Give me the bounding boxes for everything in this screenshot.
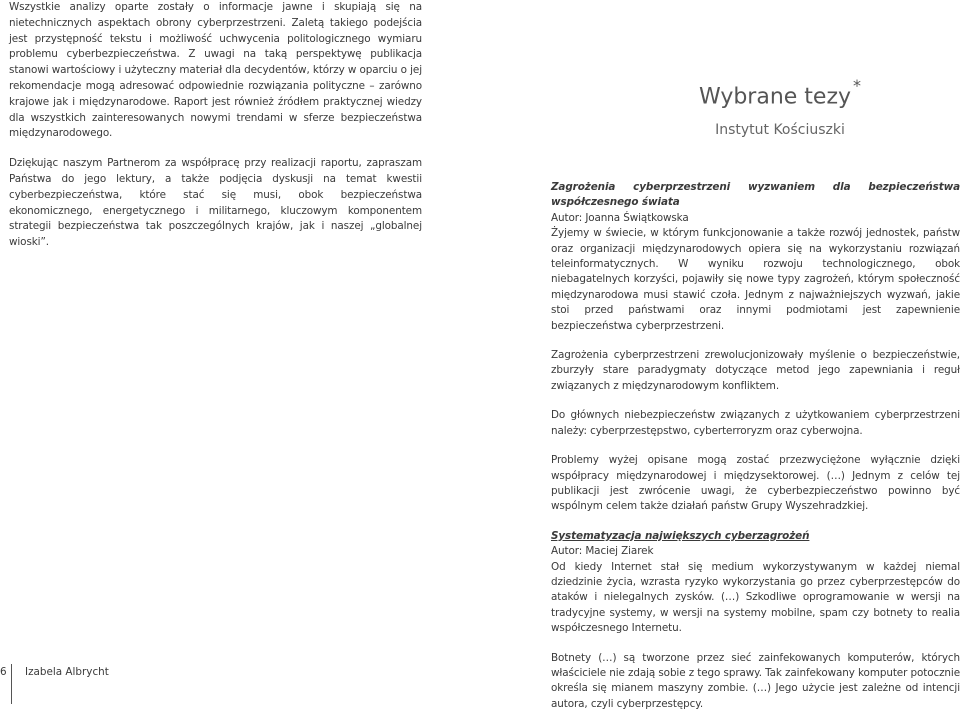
footer-divider — [11, 664, 12, 704]
article-1-paragraph: Do głównych niebezpieczeństw związanych z użytkowaniem cyberprzestrzeni należy: cyberprzestępstwo, cyberterroryzm oraz cyberwojna. — [551, 409, 960, 437]
page-number: 6 — [0, 666, 7, 678]
intro-paragraph: Wszystkie analizy oparte zostały o informacje jawne i skupiają się na nietechnicznych aspektach obrony cyberprzestrzeni. Zaletą takiego podejścia jest przystępność tekstu i możliwość uchwycenia politologicznego wymiaru problemu cyberbezpieczeństwa. Z uwagi na taką perspektywę publikacja stanowi wartościowy i użyteczny materiał dla decydentów, którzy w oparciu o jej rekomendacje mogą adresować odpowiednie rozwiązania polityczne – zarówno krajowe jak i międzynarodowe. Raport jest również źródłem praktycznej wiedzy dla wszystkich zainteresowanych nowymi trendami w sferze bezpieczeństwa międzynarodowego. — [9, 1, 422, 140]
left-column — [9, 0, 422, 251]
footer-author-name: Izabela Albrycht — [25, 666, 109, 678]
article-1-author: Autor: Joanna Świątkowska — [551, 211, 689, 224]
article-1-paragraph: Problemy wyżej opisane mogą zostać przezwyciężone wyłącznie dzięki współpracy międzynarodowej i międzysektorowej. (…) Jednym z celów tej publikacji jest zwrócenie uwagi, że cyberbezpieczeństwo powinno być wspólnym celem także działań państw Grupy Wyszehradzkiej. — [551, 454, 960, 513]
section-title — [699, 70, 861, 117]
article-1-paragraph: Żyjemy w świecie, w którym funkcjonowanie a także rozwój jednostek, państw oraz organizacji międzynarodowych opiera się na wykorzystaniu rozwiązań teleinformatycznych. W wyniku rozwoju technologicznego, obok niebagatelnych korzyści, pojawiły się nowe typy zagrożeń, którym społeczność międzynarodowa musi stawić czoła. Jednym z najważniejszych wyzwań, jakie stoi przed państwami oraz innymi podmiotami jest zapewnienie bezpieczeństwa cyberprzestrzeni. — [551, 227, 960, 332]
article-1-title: Zagrożenia cyberprzestrzeni wyzwaniem dla bezpieczeństwa współczesnego świata — [551, 181, 960, 209]
page-footer — [0, 664, 200, 684]
article-2-author: Autor: Maciej Ziarek — [551, 545, 654, 558]
article-2-title: Systematyzacja największych cyberzagrożeń — [551, 529, 810, 542]
section-subtitle: Instytut Kościuszki — [715, 122, 845, 139]
article-2-paragraph: Od kiedy Internet stał się medium wykorzystywanym w każdej niemal dziedzinie życia, wzrasta ryzyko wykorzystania go przez cyberprzestępców do ataków i nielegalnych zysków. (…) Szkodliwe oprogramowanie w wersji na tradycyjne systemy, w wersji na systemy mobilne, spam czy botnety to realia współczesnego Internetu. — [551, 560, 960, 635]
section-heading — [630, 70, 930, 140]
article-1-paragraph: Zagrożenia cyberprzestrzeni zrewolucjonizowały myślenie o bezpieczeństwie, zburzyły stare paradygmaty dotyczące metod jego zapewniania i reguł związanych z międzynarodowym konfliktem. — [551, 349, 960, 392]
section-title-text: Wybrane tezy — [698, 84, 852, 110]
right-column — [551, 180, 960, 712]
thanks-paragraph: Dziękując naszym Partnerom za współpracę przy realizacji raportu, zapraszam Państwa do jego lektury, a także podjęcia dyskusji na temat kwestii cyberbezpieczeństwa, które stać się musi, obok bezpieczeństwa ekonomicznego, energetycznego i militarnego, kluczowym komponentem strategii bezpieczeństwa tak poszczególnych krajów, jak i naszej „globalnej wioski”. — [9, 157, 422, 249]
article-2-paragraph: Botnety (…) są tworzone przez sieć zainfekowanych komputerów, których właściciele nie zdają sobie z tego sprawy. Tak zainfekowany komputer potocznie określa się mianem maszyny zombie. (…) Jego użycie jest zależne od intencji autora, czyli cyberprzestępcy. — [551, 651, 960, 710]
footnote-asterisk: * — [853, 76, 862, 95]
